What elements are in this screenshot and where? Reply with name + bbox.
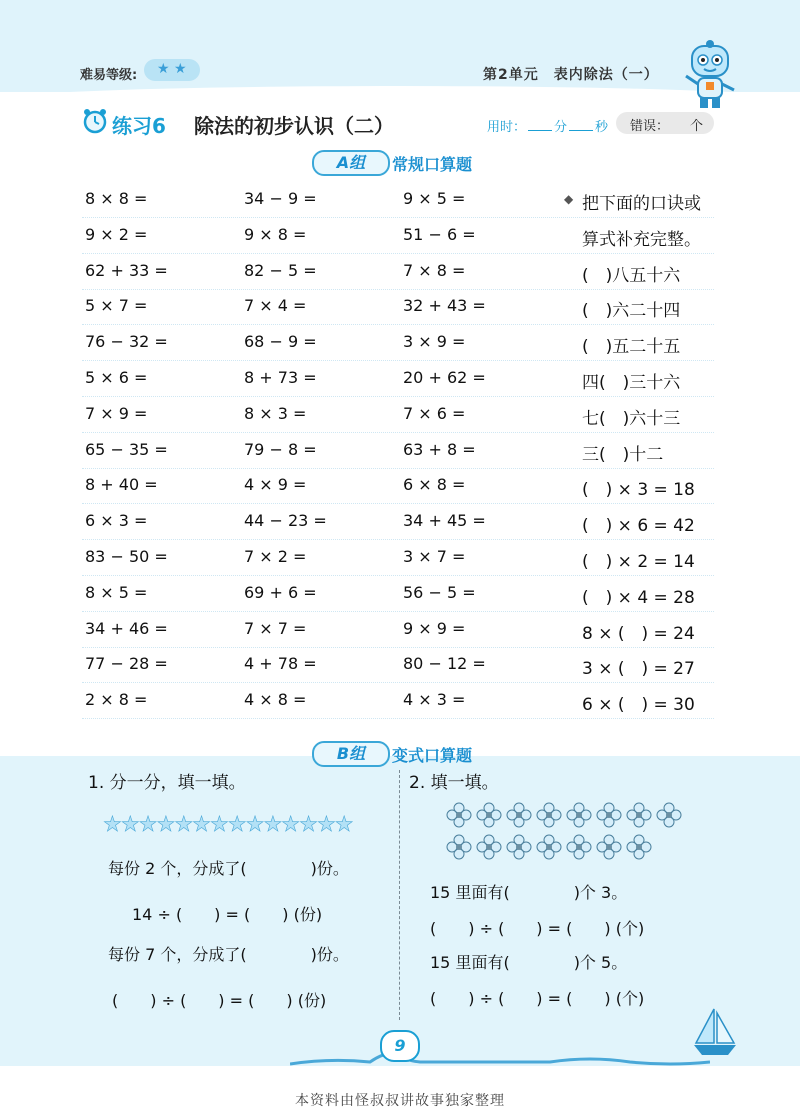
star-icon: ★ — [103, 812, 121, 836]
flower-icon — [626, 834, 652, 860]
arithmetic-item[interactable]: 9 × 2 = — [85, 224, 148, 244]
difficulty-star-icon: ★ — [157, 61, 170, 77]
flower-icon — [596, 802, 622, 828]
wave-decoration — [290, 1038, 710, 1068]
fill-in-item[interactable]: ( )八五十六 — [582, 265, 681, 286]
q2-line2[interactable]: ( ) ÷ ( ) = ( ) (个) — [430, 919, 645, 938]
arithmetic-item[interactable]: 5 × 7 = — [85, 296, 148, 316]
arithmetic-item[interactable]: 80 − 12 = — [403, 654, 486, 674]
fill-in-item[interactable]: ( )六二十四 — [582, 301, 681, 322]
arithmetic-item[interactable]: 77 − 28 = — [85, 654, 168, 674]
flower-icon — [566, 834, 592, 860]
fill-in-item[interactable]: 三( )十二 — [582, 444, 664, 465]
arithmetic-item[interactable]: 9 × 5 = — [403, 189, 466, 208]
fill-in-item[interactable]: ( ) × 4 = 28 — [582, 587, 695, 608]
arithmetic-item[interactable]: 20 + 62 = — [403, 368, 486, 387]
flower-icon — [626, 802, 652, 828]
difficulty-label: 难易等级: — [80, 68, 138, 83]
arithmetic-item[interactable]: 4 + 78 = — [244, 654, 317, 674]
arithmetic-item[interactable]: 8 × 8 = — [85, 189, 148, 208]
fill-in-item[interactable]: 8 × ( ) = 24 — [582, 623, 695, 644]
arithmetic-item[interactable]: 76 − 32 = — [85, 332, 168, 352]
exercise-row — [82, 467, 714, 504]
fill-in-item[interactable]: ( )五二十五 — [582, 337, 681, 358]
flower-icon — [446, 834, 472, 860]
q1-line4[interactable]: ( ) ÷ ( ) = ( ) (份) — [112, 991, 327, 1010]
flower-icon — [596, 834, 622, 860]
fill-in-item[interactable]: 算式补充完整。 — [582, 229, 701, 250]
star-icon: ★ — [334, 812, 353, 836]
second-label: 秒 — [595, 120, 609, 135]
fill-in-item[interactable]: 四( )三十六 — [582, 373, 681, 393]
arithmetic-item[interactable]: 3 × 7 = — [403, 547, 466, 566]
arithmetic-item[interactable]: 8 + 73 = — [244, 368, 317, 387]
exercise-row — [82, 682, 714, 719]
arithmetic-item[interactable]: 7 × 8 = — [403, 260, 466, 280]
robot-mascot-icon — [680, 38, 740, 110]
arithmetic-item[interactable]: 7 × 2 = — [244, 547, 307, 566]
fill-in-item[interactable]: 七( )六十三 — [582, 408, 681, 429]
arithmetic-item[interactable]: 62 + 33 = — [85, 260, 168, 280]
group-a-title: 常规口算题 — [392, 155, 473, 174]
star-icon: ★ — [227, 812, 246, 836]
arithmetic-item[interactable]: 8 × 5 = — [85, 582, 148, 602]
star-icon: ★ — [174, 812, 193, 836]
star-icon: ★ — [192, 812, 210, 836]
q1-heading: 1. 分一分，填一填。 — [88, 773, 246, 793]
exercise-row — [82, 396, 714, 433]
q1-line2[interactable]: 14 ÷ ( ) = ( ) (份) — [132, 905, 323, 924]
q2-heading: 2. 填一填。 — [409, 773, 499, 793]
fill-in-item[interactable]: 6 × ( ) = 30 — [582, 695, 695, 716]
footer-credit: 本资料由怪叔叔讲故事独家整理 — [295, 1093, 505, 1109]
exercise-row — [82, 646, 714, 683]
error-unit: 个 — [690, 119, 704, 134]
flower-icon — [536, 834, 562, 860]
arithmetic-item[interactable]: 69 + 6 = — [244, 582, 317, 602]
fill-in-item[interactable]: 把下面的口诀或 — [582, 194, 701, 214]
arithmetic-item[interactable]: 7 × 7 = — [244, 618, 307, 638]
exercise-number: 练习6 — [112, 114, 166, 138]
flower-icon — [566, 802, 592, 828]
arithmetic-item[interactable]: 56 − 5 = — [403, 582, 476, 602]
difficulty-star-icon: ★ — [174, 61, 187, 77]
arithmetic-item[interactable]: 51 − 6 = — [403, 224, 476, 244]
arithmetic-item[interactable]: 79 − 8 = — [244, 439, 317, 459]
time-label: 用时： — [487, 120, 527, 135]
arithmetic-item[interactable]: 34 + 45 = — [403, 511, 486, 531]
arithmetic-item[interactable]: 83 − 50 = — [85, 547, 168, 566]
fill-in-item[interactable]: ( ) × 6 = 42 — [582, 516, 695, 537]
exercise-row — [82, 324, 714, 361]
exercise-row — [82, 288, 714, 325]
arithmetic-item[interactable]: 9 × 9 = — [403, 618, 466, 638]
arithmetic-item[interactable]: 63 + 8 = — [403, 439, 476, 459]
minute-label: 分 — [554, 120, 568, 135]
flower-icon — [476, 834, 502, 860]
second-blank[interactable] — [569, 130, 593, 131]
alarm-clock-icon — [82, 108, 108, 134]
page-title: 除法的初步认识（二） — [194, 114, 394, 138]
flower-icon — [476, 802, 502, 828]
arithmetic-item[interactable]: 9 × 8 = — [244, 224, 307, 244]
difficulty-cloud — [144, 59, 200, 81]
flower-icon — [506, 802, 532, 828]
arithmetic-item[interactable]: 7 × 4 = — [244, 296, 307, 316]
unit-title: 第2单元 表内除法（一） — [483, 67, 659, 83]
column-divider — [399, 770, 400, 1020]
flower-icon — [536, 802, 562, 828]
arithmetic-item[interactable]: 8 × 3 = — [244, 403, 307, 423]
star-icon: ★ — [299, 812, 317, 836]
arithmetic-item[interactable]: 2 × 8 = — [85, 690, 148, 710]
group-b-title: 变式口算题 — [392, 746, 473, 765]
star-icon: ★ — [316, 812, 335, 836]
fill-in-item[interactable]: 3 × ( ) = 27 — [582, 659, 695, 680]
exercise-row — [82, 611, 714, 648]
arithmetic-item[interactable]: 6 × 8 = — [403, 475, 466, 495]
star-icon: ★ — [138, 812, 157, 836]
star-icon: ★ — [120, 812, 139, 836]
exercise-row — [82, 181, 714, 218]
bullet-diamond-icon: ◆ — [564, 192, 574, 206]
arithmetic-item[interactable]: 34 + 46 = — [85, 618, 168, 638]
fill-in-item[interactable]: ( ) × 3 = 18 — [582, 480, 695, 501]
arithmetic-item[interactable]: 82 − 5 = — [244, 260, 317, 280]
fill-in-item[interactable]: ( ) × 2 = 14 — [582, 552, 695, 572]
arithmetic-item[interactable]: 7 × 6 = — [403, 403, 466, 423]
q2-line3[interactable]: 15 里面有( )个 5。 — [430, 953, 628, 972]
arithmetic-item[interactable]: 4 × 3 = — [403, 690, 466, 710]
flower-icon — [506, 834, 532, 860]
q2-line1[interactable]: 15 里面有( )个 3。 — [430, 883, 628, 902]
star-icon: ★ — [263, 812, 282, 836]
exercise-row — [82, 539, 714, 576]
error-label: 错误： — [630, 119, 670, 134]
q1-line1[interactable]: 每份 2 个，分成了( )份。 — [108, 859, 349, 878]
flower-icon — [656, 802, 682, 828]
arithmetic-item[interactable]: 8 + 40 = — [85, 475, 158, 495]
flower-icon — [446, 802, 472, 828]
error-count-box — [616, 112, 714, 134]
star-icon: ★ — [245, 812, 264, 836]
stars-row — [103, 812, 353, 836]
arithmetic-item[interactable]: 6 × 3 = — [85, 511, 148, 531]
arithmetic-item[interactable]: 7 × 9 = — [85, 403, 148, 423]
exercise-row — [82, 253, 714, 290]
group-a-tag: A组 — [312, 150, 390, 176]
star-icon: ★ — [281, 812, 300, 836]
exercise-row — [82, 360, 714, 397]
arithmetic-item[interactable]: 4 × 9 = — [244, 475, 307, 495]
q1-line3[interactable]: 每份 7 个，分成了( )份。 — [108, 945, 349, 964]
star-icon: ★ — [209, 812, 228, 836]
exercise-row — [82, 217, 714, 254]
arithmetic-item[interactable]: 44 − 23 = — [244, 511, 327, 531]
arithmetic-item[interactable]: 4 × 8 = — [244, 690, 307, 710]
group-b-tag: B组 — [312, 741, 390, 767]
arithmetic-item[interactable]: 3 × 9 = — [403, 332, 466, 352]
minute-blank[interactable] — [528, 130, 552, 131]
star-icon: ★ — [156, 812, 175, 836]
sailboat-icon — [690, 1005, 740, 1059]
arithmetic-item[interactable]: 68 − 9 = — [244, 332, 317, 352]
exercise-row — [82, 503, 714, 540]
arithmetic-item[interactable]: 32 + 43 = — [403, 296, 486, 316]
page-number: 9 — [380, 1030, 420, 1062]
arithmetic-item[interactable]: 5 × 6 = — [85, 368, 148, 387]
q2-line4[interactable]: ( ) ÷ ( ) = ( ) (个) — [430, 989, 645, 1008]
exercise-row — [82, 575, 714, 612]
arithmetic-item[interactable]: 34 − 9 = — [244, 189, 317, 208]
exercise-row — [82, 432, 714, 469]
time-used — [487, 116, 608, 135]
arithmetic-item[interactable]: 65 − 35 = — [85, 439, 168, 459]
